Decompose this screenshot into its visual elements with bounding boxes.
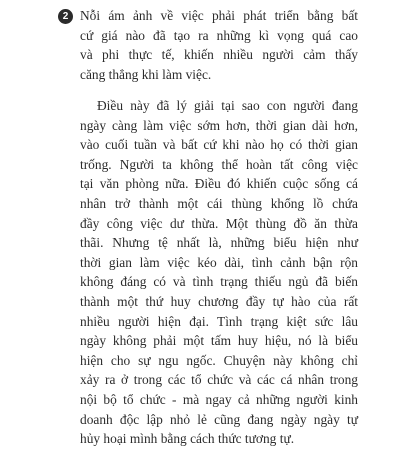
- point-line: cứ giá nào đã tạo ra những kì vọng quá cao: [80, 27, 358, 43]
- body-line: vào cuối tuần và bất cứ khi nào họ có thời gian: [80, 137, 358, 153]
- body-line: thời gian làm việc kéo dài, tình cảnh bận rộn: [80, 254, 358, 270]
- body-line: doanh độc lập nhỏ lẻ cũng đang ngày ngày tự: [80, 411, 358, 427]
- body-line: xảy ra ở trong các tổ chức và các cá nhân trong: [80, 372, 358, 388]
- point-text: [80, 6, 358, 84]
- body-line: thãi. Nhưng tệ nhất là, những biểu hiện như: [80, 235, 358, 251]
- body-line: Điều này đã lý giải tại sao con người đang: [97, 98, 358, 113]
- point-line: Nỗi ám ảnh về việc phải phát triển bằng bất: [80, 8, 358, 23]
- point-line: và phi thực tế, khiến nhiều người cảm thấy: [80, 47, 358, 63]
- body-line: không đáng có và tình trạng thiếu ngủ đã biến: [80, 274, 358, 290]
- point-number-badge: 2: [58, 9, 73, 24]
- numbered-point: [58, 6, 358, 84]
- body-line: trống. Người ta không thể hoàn tất công việc: [80, 156, 358, 172]
- body-line: tại văn phòng nữa. Điều đó khiến cuộc sống cá: [80, 176, 358, 192]
- body-line: hủy hoại mình bằng cách thức tương tự.: [80, 431, 295, 447]
- body-line: hiện cho sự ngu ngốc. Chuyện này không chỉ: [80, 352, 358, 368]
- body-line: nhiều người hiện đại. Tình trạng kiệt sức lâu: [80, 313, 358, 329]
- body-paragraph: [80, 96, 358, 449]
- body-line: đầy công việc dư thừa. Một thùng đồ ăn thừa: [80, 215, 358, 231]
- body-line: ngày không phải một tấm huy hiệu, nó là biểu: [80, 333, 358, 349]
- point-line: căng thẳng khi làm việc.: [80, 66, 212, 82]
- body-line: ngày càng làm việc sớm hơn, thời gian dài hơn,: [80, 117, 358, 133]
- body-line: nhân trở thành một cái thùng khổng lồ chứa: [80, 195, 358, 211]
- body-line: nội bộ tổ chức - mà ngay cả những người kinh: [80, 391, 358, 407]
- body-line: thành một thứ huy chương đầy tự hào của rất: [80, 293, 358, 309]
